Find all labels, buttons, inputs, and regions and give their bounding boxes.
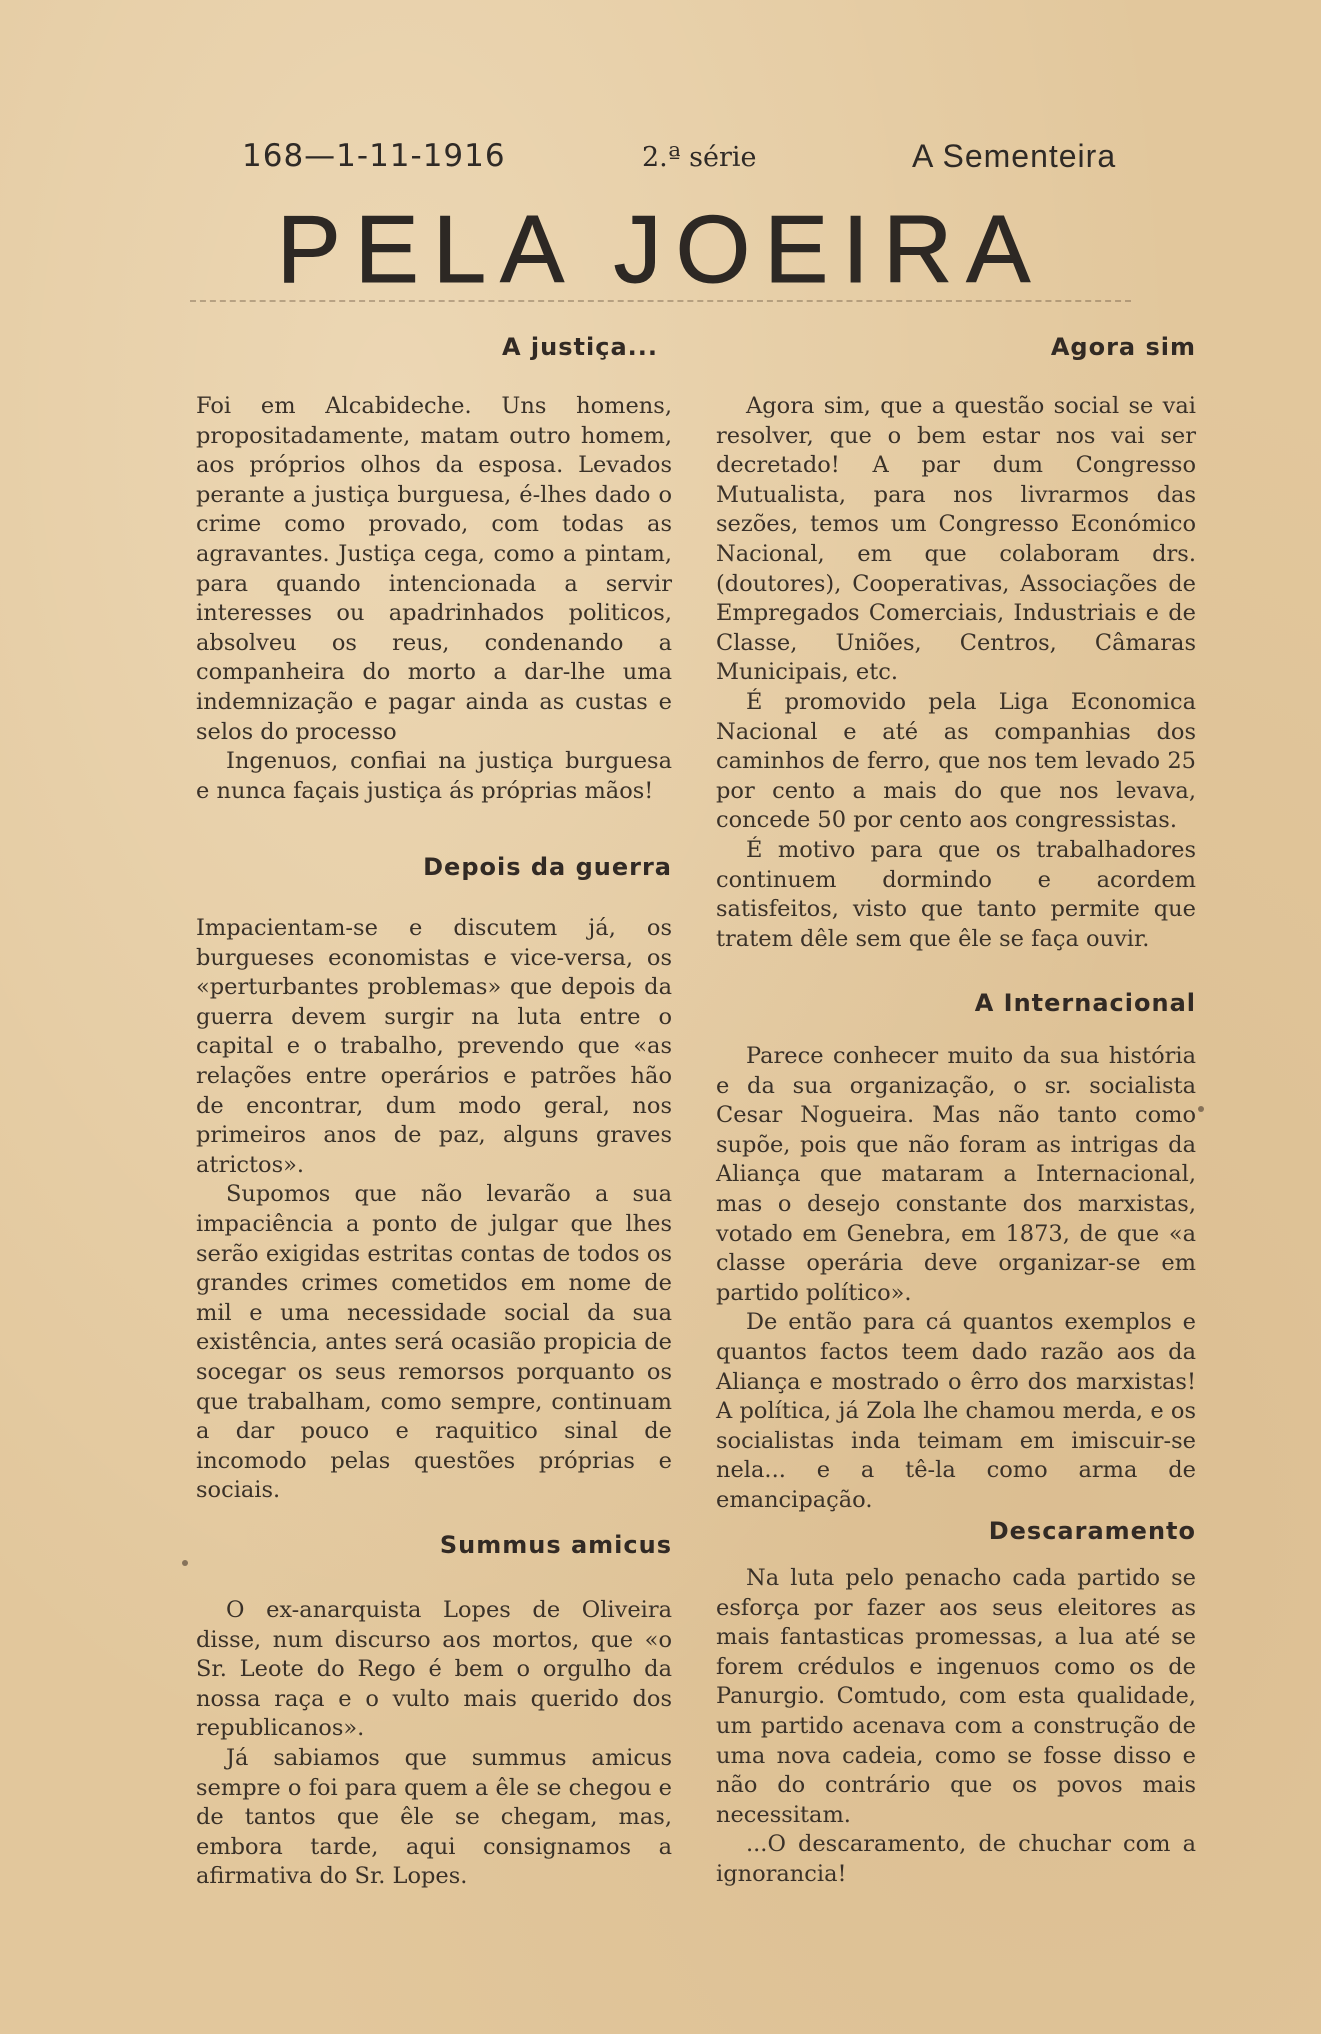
article-a-justica xyxy=(196,330,672,806)
article-title: A Internacional xyxy=(974,989,1196,1017)
article-title: Agora sim xyxy=(1050,333,1196,361)
article-paragraph: É promovido pela Liga Economica Nacional e até as companhias dos caminhos de ferro, que nos tem levado 25 por cento a mais do que nos levava, concede 50 por cento aos congressistas. xyxy=(716,688,1196,834)
article-summus-amicus xyxy=(196,1528,672,1892)
article-a-internacional xyxy=(716,986,1196,1516)
publication-name: A Sementeira xyxy=(912,138,1117,174)
article-paragraph: De então para cá quantos exemplos e quantos factos teem dado razão aos da Aliança e mostrado o êrro dos marxistas! A política, já Zola lhe chamou merda, e os socialistas inda teimam em imiscuir-se nela... e a tê-la como arma de emancipação. xyxy=(716,1309,1196,1513)
article-depois-da-guerra xyxy=(196,850,672,1506)
ink-speck xyxy=(182,1560,188,1566)
issue-number-date: 168—1-11-1916 xyxy=(242,138,506,174)
article-paragraph: O ex-anarquista Lopes de Oliveira disse, num discurso aos mortos, que «o Sr. Leote do Rego é bem o orgulho da nossa raça e o vulto mais querido dos republicanos». xyxy=(196,1597,672,1742)
article-paragraph: Impacientam-se e discutem já, os burgueses economistas e vice-versa, os «perturbantes problemas» que depois da guerra devem surgir na luta entre o capital e o trabalho, prevendo que «as relações entre operários e patrões hão de encontrar, dum modo geral, nos primeiros anos de paz, alguns graves atrictos». xyxy=(196,915,672,1178)
section-masthead xyxy=(190,196,1131,303)
page-header xyxy=(0,132,1321,182)
article-paragraph: É motivo para que os trabalhadores continuem dormindo e acordem satisfeitos, visto que tanto permite que tratem dêle sem que êle se faça ouvir. xyxy=(716,836,1196,952)
article-descaramento xyxy=(716,1514,1196,1890)
article-paragraph: Ingenuos, confiai na justiça burguesa e nunca façais justiça ás próprias mãos! xyxy=(196,748,672,804)
article-title: Descaramento xyxy=(988,1517,1196,1545)
ink-speck xyxy=(1198,1106,1204,1112)
article-paragraph: Agora sim, que a questão social se vai resolver, que o bem estar nos vai ser decretado! A par dum Congresso Mutualista, para nos livrarmos das sezões, temos um Congresso Económico Nacional, em que colaboram drs. (doutores), Cooperativas, Associações de Empregados Comerciais, Industriais e de Classe, Uniões, Centros, Câmaras Municipais, etc. xyxy=(716,393,1196,686)
article-title: Depois da guerra xyxy=(423,853,672,881)
article-title: A justiça... xyxy=(502,333,658,361)
article-paragraph: Na luta pelo penacho cada partido se esforça por fazer aos seus eleitores as mais fantasticas promessas, a lua até se forem crédulos e ingenuos como os de Panurgio. Comtudo, com esta qualidade, um partido acenava com a construção de uma nova cadeia, como se fosse disso e não do contrário que os povos mais necessitam. xyxy=(716,1565,1196,1828)
article-paragraph: Foi em Alcabideche. Uns homens, propositadamente, matam outro homem, aos próprios olhos da esposa. Levados perante a justiça burguesa, é-lhes dado o crime como provado, com todas as agravantes. Justiça cega, como a pintam, para quando intencionada a servir interesses ou apadrinhados politicos, absolveu os reus, condenando a companheira do morto a dar-lhe uma indemnização e pagar ainda as custas e selos do processo xyxy=(196,393,672,745)
issue-serie: 2.ª série xyxy=(642,142,757,173)
article-agora-sim xyxy=(716,330,1196,954)
article-paragraph: ...O descaramento, de chuchar com a ignorancia! xyxy=(716,1831,1196,1887)
article-paragraph: Supomos que não levarão a sua impaciência a ponto de julgar que lhes serão exigidas estritas contas de todos os grandes crimes cometidos em nome de mil e uma necessidade social da sua existência, antes será ocasião propicia de socegar os seus remorsos porquanto os que trabalham, como sempre, continuam a dar pouco e raquitico sinal de incomodo pelas questões próprias e sociais. xyxy=(196,1181,672,1504)
masthead-title: PELA JOEIRA xyxy=(276,196,1045,303)
article-title: Summus amicus xyxy=(439,1531,672,1559)
article-paragraph: Já sabiamos que summus amicus sempre o foi para quem a êle se chegou e de tantos que êle se chegam, mas, embora tarde, aqui consignamos a afirmativa do Sr. Lopes. xyxy=(196,1744,672,1890)
article-paragraph: Parece conhecer muito da sua história e da sua organização, o sr. socialista Cesar Nogueira. Mas não tanto como supõe, pois que não foram as intrigas da Aliança que mataram a Internacional, mas o desejo constante dos marxistas, votado em Genebra, em 1873, de que «a classe operária deve organizar-se em partido político». xyxy=(716,1043,1196,1306)
